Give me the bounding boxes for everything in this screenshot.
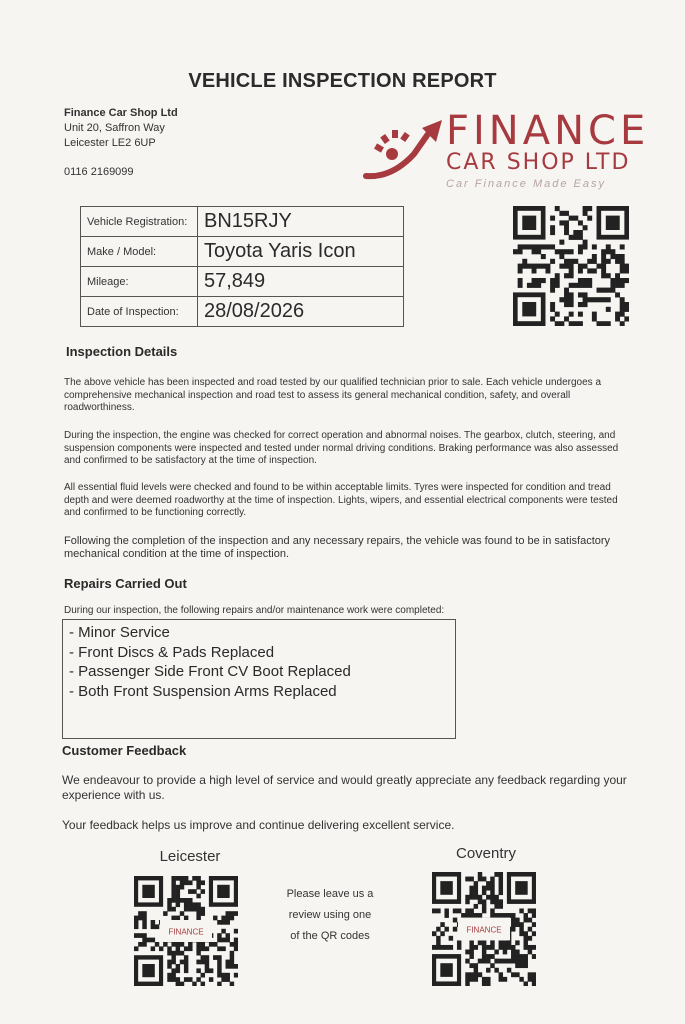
qr-code-icon[interactable] [432,872,536,986]
make-model-label: Make / Model: [81,237,198,267]
review-prompt-line1: Please leave us a [286,888,374,900]
table-row [81,207,404,237]
vehicle-registration-value: BN15RJY [198,207,404,237]
make-model-value: Toyota Yaris Icon [198,237,404,267]
review-prompt-line2: review using one [288,909,372,921]
repairs-list-box [62,619,456,739]
review-prompt [270,884,390,947]
inspection-details-heading: Inspection Details [66,344,178,359]
company-phone: 0116 2169099 [64,166,134,178]
mileage-label: Mileage: [81,267,198,297]
report-title: VEHICLE INSPECTION REPORT [188,70,497,92]
svg-text:FINANCE: FINANCE [168,927,204,937]
qr-code-icon[interactable] [513,206,629,326]
company-address-line1: Unit 20, Saffron Way [64,122,165,134]
list-item: - Both Front Suspension Arms Replaced [69,682,449,702]
coventry-label: Coventry [455,845,517,862]
table-row [81,237,404,267]
repairs-list [69,623,449,701]
vehicle-details-table [80,206,404,327]
company-details [64,106,178,180]
inspection-paragraph-1: The above vehicle has been inspected and road tested by our qualified technician prior to sale. Each vehicle undergoes a comprehensive mechanical inspection and road test to assess its general mechanical condition, safety, and overall roadworthiness. [64,377,602,413]
vehicle-registration-label: Vehicle Registration: [81,207,198,237]
table-row [81,297,404,327]
logo-line1: FINANCE [446,108,650,154]
customer-feedback-heading: Customer Feedback [62,743,187,758]
inspection-paragraph-3: All essential fluid levels were checked and found to be within acceptable limits. Tyres were inspected for condition and tread depth and were deemed roadworthy at the time of inspection. Lights, wipers, and essential electrical components were tested and confirmed to be functioning correctly. [64,482,618,518]
mileage-value: 57,849 [198,267,404,297]
qr-code-icon[interactable] [134,876,238,986]
repairs-intro: During our inspection, the following repairs and/or maintenance work were completed: [64,605,445,616]
company-logo [362,108,650,196]
svg-text:FINANCE: FINANCE [466,925,502,935]
feedback-paragraph-2: Your feedback helps us improve and continue delivering excellent service. [62,818,455,832]
list-item: - Passenger Side Front CV Boot Replaced [69,662,449,682]
logo-line2: CAR SHOP LTD [446,150,631,175]
company-address-line2: Leicester LE2 6UP [64,137,156,149]
table-row [81,267,404,297]
logo-tagline: Car Finance Made Easy [446,178,606,190]
review-prompt-line3: of the QR codes [290,930,370,942]
inspection-paragraph-4: Following the completion of the inspection and any necessary repairs, the vehicle was found to be in satisfactory mechanical condition at the time of inspection. [64,535,611,560]
inspection-date-label: Date of Inspection: [81,297,198,327]
speedometer-arrow-logo-icon [362,114,446,184]
list-item: - Front Discs & Pads Replaced [69,643,449,663]
company-name: Finance Car Shop Ltd [64,107,178,119]
inspection-date-value: 28/08/2026 [198,297,404,327]
leicester-label: Leicester [159,848,221,865]
feedback-paragraph-1: We endeavour to provide a high level of service and would greatly appreciate any feedback regarding your experience with us. [62,773,627,802]
inspection-paragraph-2: During the inspection, the engine was checked for correct operation and abnormal noises. The gearbox, clutch, steering, and suspension components were inspected and tested under normal driving conditions. Braking performance was also assessed and confirmed to be satisfactory at the time of inspection. [64,430,619,466]
repairs-heading: Repairs Carried Out [64,576,187,591]
list-item: - Minor Service [69,623,449,643]
